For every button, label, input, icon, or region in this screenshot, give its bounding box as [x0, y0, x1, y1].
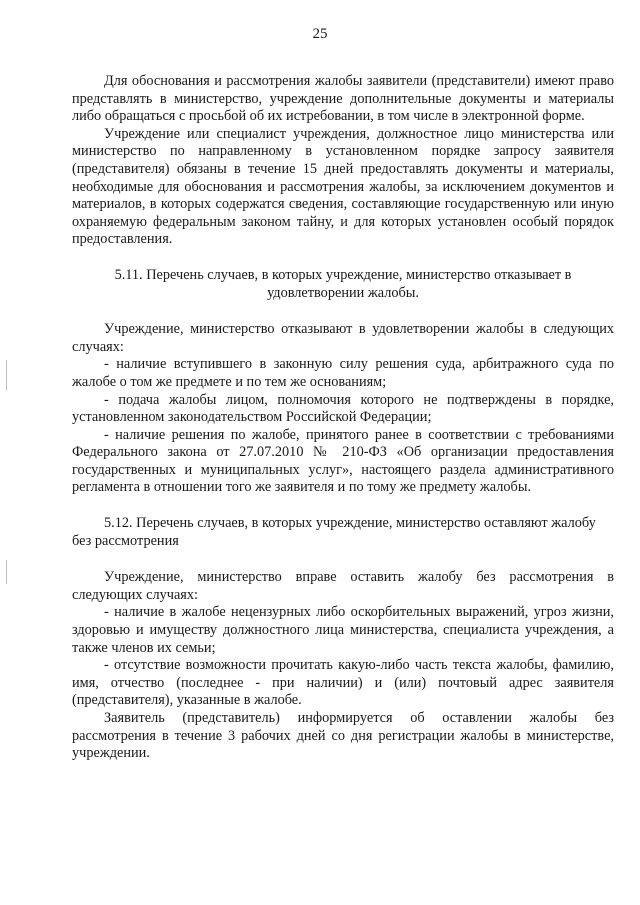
paragraph-notification: Заявитель (представитель) информируется об оставлении жалобы без рассмотрения в течение 3 рабочих дней со дня регистрации жалобы в министерстве, учреждении. [72, 710, 614, 762]
document-body [72, 73, 614, 763]
scan-edge-mark [6, 360, 7, 390]
list-item: - отсутствие возможности прочитать какую-либо часть текста жалобы, фамилию, имя, отчество (последнее - при наличии) и (или) почтовый адрес заявителя (представителя), указанные в жалобе. [72, 657, 614, 709]
list-item: - наличие в жалобе нецензурных либо оскорбительных выражений, угроз жизни, здоровью и имуществу должностного лица министерства, специалиста учреждения, а также членов их семьи; [72, 604, 614, 656]
list-item: - подача жалобы лицом, полномочия которого не подтверждены в порядке, установленном законодательством Российской Федерации; [72, 391, 614, 426]
scan-edge-mark [6, 560, 7, 584]
section-heading-5-11: 5.11. Перечень случаев, в которых учреждение, министерство отказывает в удовлетворении жалобы. [114, 266, 572, 301]
paragraph-refusal-intro: Учреждение, министерство отказывают в удовлетворении жалобы в следующих случаях: [72, 321, 614, 355]
list-item: - наличие вступившего в законную силу решения суда, арбитражного суда по жалобе о том же предмете и по тем же основаниям; [72, 356, 614, 390]
page-number: 25 [312, 26, 328, 42]
paragraph-document-provision: Учреждение или специалист учреждения, должностное лицо министерства или министерство по направленному в установленном порядке запросу заявителя (представителя) обязаны в течение 15 дней предоставлять документы и материалы, необходимые для обоснования и рассмотрения жалобы, за исключением документов и материалов, в которых содержатся сведения, составляющие государственную или иную охраняемую федеральным законом тайну, и для которых установлен особый порядок предоставления. [72, 125, 614, 248]
paragraph-no-review-intro: Учреждение, министерство вправе оставить жалобу без рассмотрения в следующих случаях: [72, 569, 614, 603]
paragraph-evidence-right: Для обоснования и рассмотрения жалобы заявители (представители) имеют право представлять в министерство, учреждение дополнительные документы и материалы либо обращаться с просьбой об их истребовании, в том числе в электронной форме. [72, 73, 614, 125]
list-item: - наличие решения по жалобе, принятого ранее в соответствии с требованиями Федерального закона от 27.07.2010 № 210-ФЗ «Об организации предоставления государственных и муниципальных услуг», настоящего раздела административного регламента в отношении того же заявителя и по тому же предмету жалобы. [72, 426, 614, 496]
section-heading-5-12: 5.12. Перечень случаев, в которых учреждение, министерство оставляют жалобу без рассмотрения [72, 515, 596, 549]
